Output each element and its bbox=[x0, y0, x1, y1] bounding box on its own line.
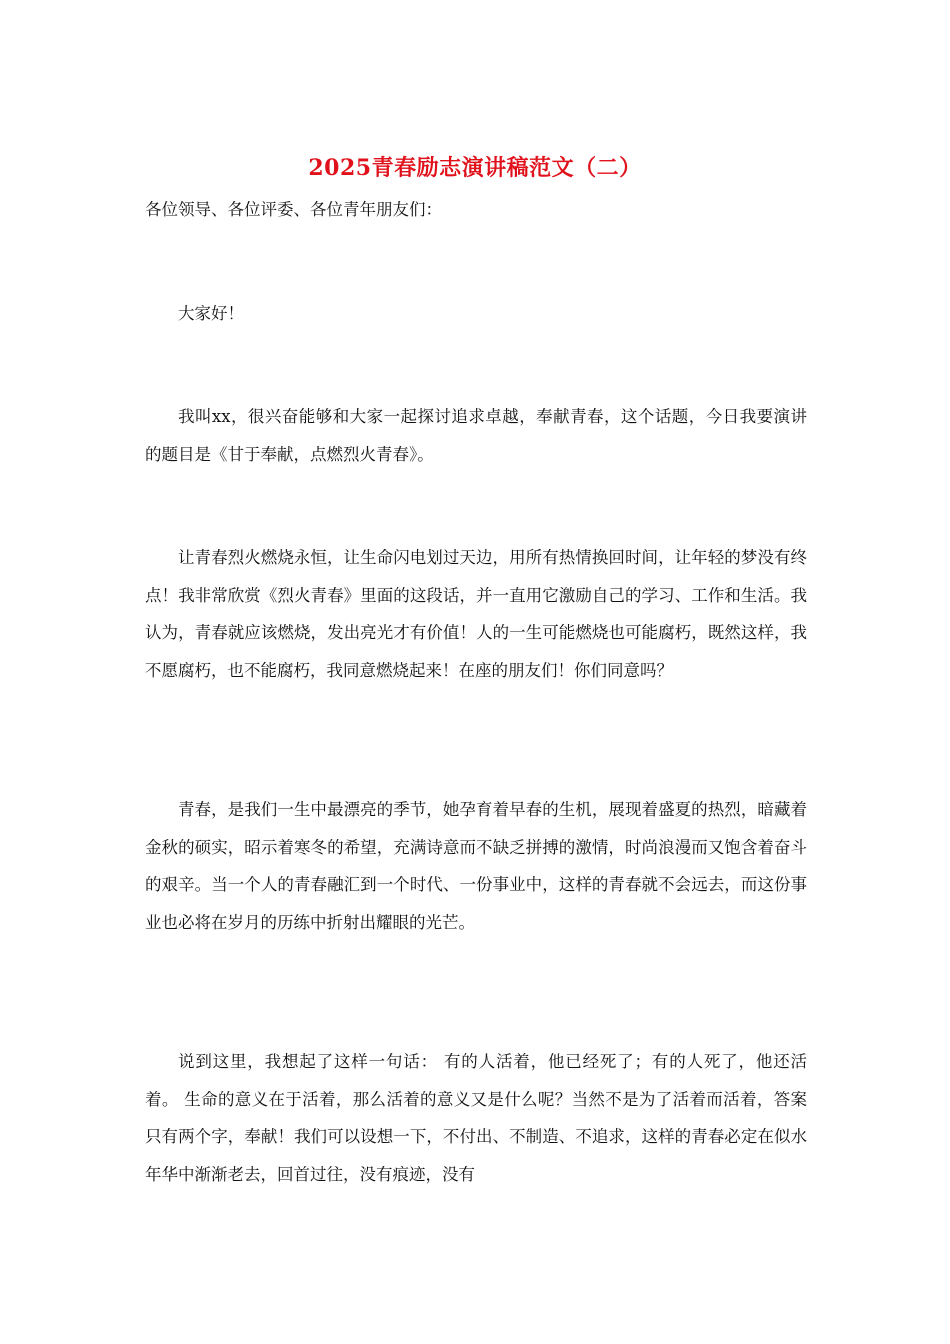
document-title: 2025青春励志演讲稿范文（二） bbox=[308, 155, 642, 181]
paragraph-greeting: 大家好！ bbox=[178, 304, 244, 323]
salutation: 各位领导、各位评委、各位青年朋友们： bbox=[145, 200, 442, 219]
paragraph-meaning-of-life: 说到这里，我想起了这样一句话： 有的人活着，他已经死了；有的人死了，他还活着。 生命的意义在于活着，那么活着的意义又是什么呢？当然不是为了活着而活着，答案只有两个字，奉献！我们可以设想一下，不付出、不制造、不追求，这样的青春必定在似水年华中渐渐老去，回首过往，没有痕迹，没有 bbox=[145, 1052, 807, 1184]
paragraph-youth-season: 青春，是我们一生中最漂亮的季节，她孕育着早春的生机，展现着盛夏的热烈，暗藏着金秋的硕实，昭示着寒冬的希望，充满诗意而不缺乏拼搏的激情，时尚浪漫而又饱含着奋斗的艰辛。当一个人的青春融汇到一个时代、一份事业中，这样的青春就不会远去，而这份事业也必将在岁月的历练中折射出耀眼的光芒。 bbox=[145, 800, 807, 932]
paragraph-burning-youth: 让青春烈火燃烧永恒，让生命闪电划过天边，用所有热情换回时间，让年轻的梦没有终点！我非常欣赏《烈火青春》里面的这段话，并一直用它激励自己的学习、工作和生活。我认为，青春就应该燃烧，发出亮光才有价值！人的一生可能燃烧也可能腐朽，既然这样，我不愿腐朽，也不能腐朽，我同意燃烧起来！在座的朋友们！你们同意吗？ bbox=[145, 548, 807, 680]
paragraph-introduction: 我叫xx，很兴奋能够和大家一起探讨追求卓越，奉献青春，这个话题，今日我要演讲的题目是《甘于奉献，点燃烈火青春》。 bbox=[145, 407, 807, 464]
